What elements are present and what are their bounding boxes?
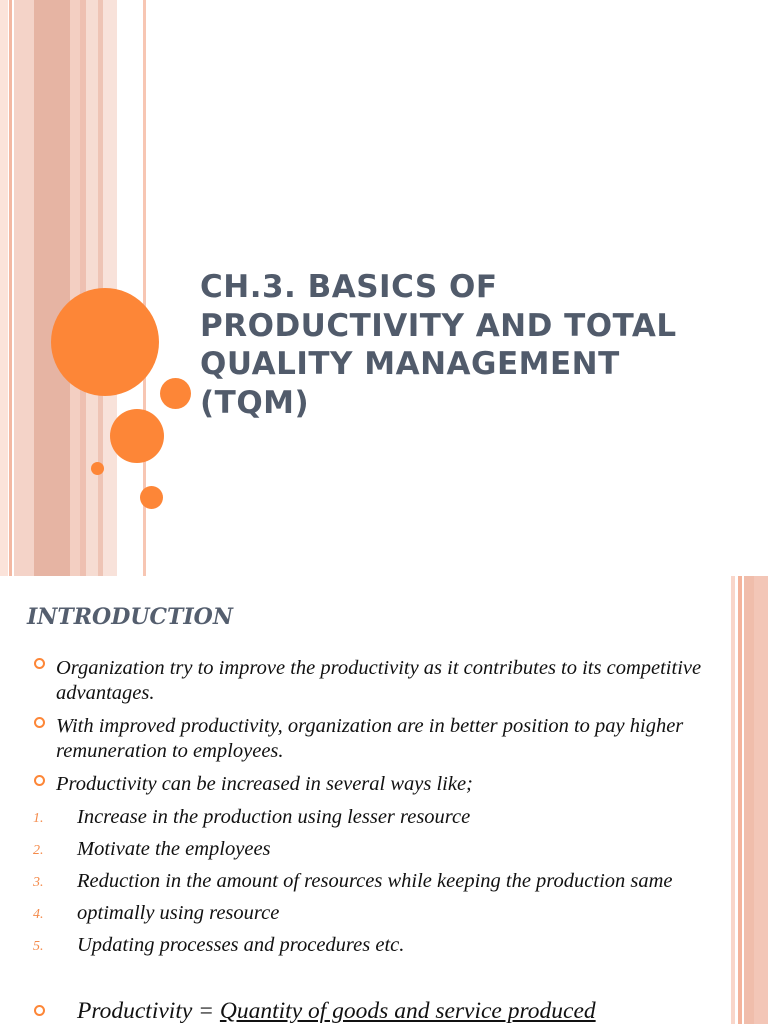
introduction-slide bbox=[0, 576, 768, 1024]
decor-circle bbox=[110, 409, 164, 463]
decor-stripe bbox=[738, 576, 742, 1024]
bullet-text: Productivity can be increased in several ways like; bbox=[56, 773, 473, 795]
bullet-ring-icon bbox=[34, 658, 45, 669]
decor-circle bbox=[160, 378, 191, 409]
list-item: optimally using resource bbox=[77, 902, 280, 924]
list-number: 5. bbox=[33, 939, 44, 954]
list-item: Updating processes and procedures etc. bbox=[77, 934, 405, 956]
decor-stripe bbox=[754, 576, 768, 1024]
decor-stripe bbox=[14, 0, 34, 576]
decor-stripe bbox=[744, 576, 754, 1024]
decor-stripe bbox=[9, 0, 12, 576]
list-number: 4. bbox=[33, 907, 44, 922]
formula-numerator: Quantity of goods and service produced bbox=[219, 998, 596, 1024]
productivity-formula bbox=[77, 998, 596, 1024]
list-item: Increase in the production using lesser resource bbox=[77, 806, 471, 828]
list-number: 2. bbox=[33, 843, 44, 858]
bullet-text: Organization try to improve the productivity as it contributes to its competitive advantages. bbox=[56, 657, 702, 704]
decor-circle bbox=[140, 486, 163, 509]
decor-stripe bbox=[0, 0, 8, 576]
list-item: Reduction in the amount of resources while keeping the production same bbox=[77, 870, 673, 892]
slide-title: CH.3. BASICS OF PRODUCTIVITY AND TOTAL QUALITY MANAGEMENT (TQM) bbox=[200, 269, 677, 421]
list-number: 3. bbox=[33, 875, 44, 890]
bullet-ring-icon bbox=[34, 775, 45, 786]
bullet-text: With improved productivity, organization are in better position to pay higher remuneration to employees. bbox=[56, 715, 684, 762]
formula-left: Productivity = bbox=[77, 998, 220, 1024]
bullet-ring-icon bbox=[34, 717, 45, 728]
decor-stripe bbox=[34, 0, 70, 576]
decor-circle-small bbox=[91, 462, 104, 475]
section-heading: INTRODUCTION bbox=[27, 604, 233, 630]
bullet-ring-icon bbox=[34, 1005, 45, 1016]
decor-stripe bbox=[731, 576, 735, 1024]
decor-circle-large bbox=[51, 288, 159, 396]
list-item: Motivate the employees bbox=[77, 838, 271, 860]
decor-stripe bbox=[70, 0, 80, 576]
list-number: 1. bbox=[33, 811, 44, 826]
